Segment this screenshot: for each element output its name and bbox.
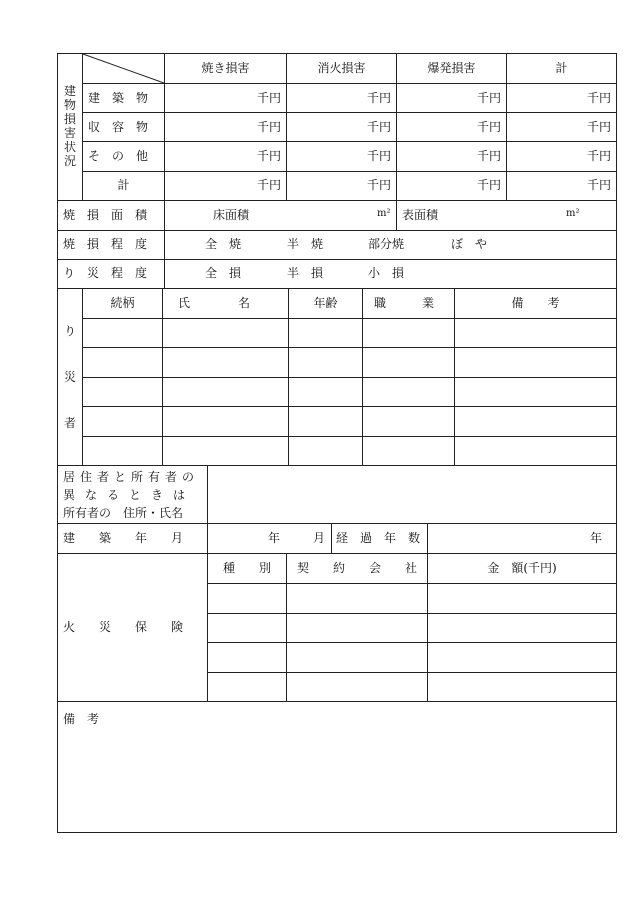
insurance-header-company: 契 約 会 社 bbox=[296, 561, 417, 575]
rule bbox=[207, 465, 208, 702]
row-label-building: 建 築 物 bbox=[88, 91, 149, 105]
floor-area-label: 床面積 bbox=[213, 208, 250, 222]
owner-label-line3: 所有者の 住所・氏名 bbox=[63, 506, 184, 520]
burn-degree-option[interactable]: 全 焼 bbox=[205, 237, 242, 251]
rule bbox=[396, 200, 397, 231]
cell-unit[interactable]: 千円 bbox=[366, 178, 391, 192]
rule bbox=[288, 288, 289, 466]
cell-unit[interactable]: 千円 bbox=[256, 178, 281, 192]
burn-degree-option[interactable]: 半 焼 bbox=[287, 237, 324, 251]
rule bbox=[82, 141, 617, 142]
victims-header-occupation: 職 業 bbox=[374, 296, 435, 310]
rule bbox=[57, 465, 617, 466]
disaster-degree-label: り 災 程 度 bbox=[63, 266, 148, 280]
rule bbox=[616, 53, 617, 833]
disaster-degree-option[interactable]: 全 損 bbox=[205, 266, 242, 280]
owner-label-line2: 異なるときは bbox=[63, 488, 196, 502]
burn-degree-label: 焼 損 程 度 bbox=[63, 237, 148, 251]
damage-section-label: 建物損害状況 bbox=[63, 84, 76, 168]
rule bbox=[57, 230, 617, 231]
cell-unit[interactable]: 千円 bbox=[586, 149, 611, 163]
rule bbox=[331, 523, 332, 554]
row-label-total: 計 bbox=[117, 178, 130, 192]
cell-unit[interactable]: 千円 bbox=[366, 91, 391, 105]
rule bbox=[57, 200, 617, 201]
burned-area-label: 焼 損 面 積 bbox=[63, 208, 148, 222]
col-header-explosion: 爆発損害 bbox=[427, 61, 476, 75]
elapsed-years-unit: 年 bbox=[590, 531, 603, 545]
cell-unit[interactable]: 千円 bbox=[586, 120, 611, 134]
insurance-header-type: 種 別 bbox=[222, 561, 271, 575]
cell-unit[interactable]: 千円 bbox=[476, 120, 501, 134]
insurance-header-amount: 金 額(千円) bbox=[487, 561, 557, 575]
rule bbox=[454, 288, 455, 466]
owner-label-line1: 居住者と所有者の bbox=[63, 470, 200, 484]
disaster-degree-option[interactable]: 小 損 bbox=[368, 266, 405, 280]
victims-header-age: 年齢 bbox=[313, 296, 338, 310]
cell-unit[interactable]: 千円 bbox=[586, 91, 611, 105]
col-header-extinguish: 消火損害 bbox=[317, 61, 366, 75]
cell-unit[interactable]: 千円 bbox=[476, 178, 501, 192]
rule bbox=[207, 583, 617, 584]
cell-unit[interactable]: 千円 bbox=[366, 149, 391, 163]
rule bbox=[207, 613, 617, 614]
disaster-degree-option[interactable]: 半 損 bbox=[287, 266, 324, 280]
cell-unit[interactable]: 千円 bbox=[366, 120, 391, 134]
cell-unit[interactable]: 千円 bbox=[476, 149, 501, 163]
rule bbox=[164, 53, 165, 289]
construction-month-unit: 月 bbox=[313, 531, 326, 545]
rule bbox=[57, 701, 617, 702]
construction-label: 建 築 年 月 bbox=[63, 531, 184, 545]
insurance-label: 火 災 保 険 bbox=[63, 620, 184, 634]
burn-degree-option[interactable]: 部分焼 bbox=[368, 237, 405, 251]
victims-label-1: り bbox=[63, 324, 76, 338]
cell-unit[interactable]: 千円 bbox=[256, 120, 281, 134]
row-label-other: そ の 他 bbox=[88, 149, 149, 163]
rule bbox=[57, 259, 617, 260]
rule bbox=[57, 288, 617, 289]
rule bbox=[286, 553, 287, 702]
rule bbox=[162, 288, 163, 466]
floor-area-unit: m² bbox=[377, 208, 391, 219]
rule bbox=[427, 553, 428, 702]
cell-unit[interactable]: 千円 bbox=[256, 91, 281, 105]
rule bbox=[82, 171, 617, 172]
surface-area-unit: m² bbox=[566, 208, 580, 219]
victims-label-3: 者 bbox=[63, 416, 76, 430]
col-header-burn: 焼き損害 bbox=[201, 61, 250, 75]
row-label-contents: 収 容 物 bbox=[88, 120, 149, 134]
victims-header-name: 氏 名 bbox=[178, 296, 251, 310]
burn-degree-option[interactable]: ぼ や bbox=[451, 237, 488, 251]
diagonal-header-line bbox=[82, 53, 165, 84]
surface-area-label: 表面積 bbox=[402, 208, 439, 222]
rule bbox=[82, 288, 83, 466]
rule bbox=[57, 53, 58, 833]
victims-header-remarks: 備 考 bbox=[511, 296, 560, 310]
remarks-label: 備 考 bbox=[63, 712, 100, 726]
victims-label-2: 災 bbox=[63, 370, 76, 384]
rule bbox=[57, 553, 617, 554]
rule bbox=[427, 523, 428, 554]
rule bbox=[207, 672, 617, 673]
rule bbox=[82, 112, 617, 113]
rule bbox=[57, 832, 617, 833]
cell-unit[interactable]: 千円 bbox=[256, 149, 281, 163]
rule bbox=[207, 642, 617, 643]
construction-year-unit: 年 bbox=[268, 531, 281, 545]
rule bbox=[57, 523, 617, 524]
cell-unit[interactable]: 千円 bbox=[586, 178, 611, 192]
rule bbox=[362, 288, 363, 466]
cell-unit[interactable]: 千円 bbox=[476, 91, 501, 105]
victims-header-relation: 続柄 bbox=[110, 296, 135, 310]
elapsed-years-label: 経 過 年 数 bbox=[336, 531, 421, 545]
col-header-total: 計 bbox=[555, 61, 568, 75]
